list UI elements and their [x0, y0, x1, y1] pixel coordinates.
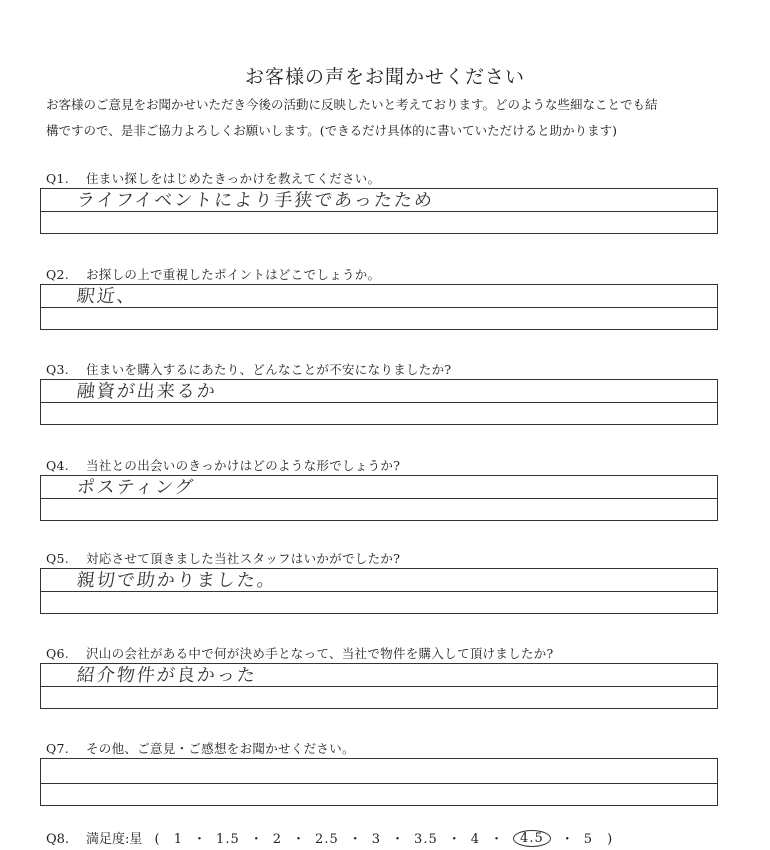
intro-line-1: お客様のご意見をお聞かせいただき今後の活動に反映したいと考えております。どのような些細なことでも結 — [46, 97, 658, 112]
rating-option-5[interactable]: 5 — [583, 832, 594, 847]
answer-box-4[interactable] — [40, 475, 718, 521]
answer-box-5[interactable] — [40, 568, 718, 614]
question-text: 住まい探しをはじめたきっかけを教えてください。 — [86, 171, 381, 186]
rating-separator: ・ — [391, 832, 405, 847]
rating-separator: ・ — [447, 832, 461, 847]
question-number: Q7. — [46, 741, 70, 756]
question-number: Q2. — [46, 267, 70, 282]
rating-separator: ・ — [193, 832, 207, 847]
answer-box-1[interactable] — [40, 188, 718, 234]
rating-option-3[interactable]: 3 — [371, 832, 382, 847]
question-1 — [46, 169, 380, 187]
answer-box-3[interactable] — [40, 379, 718, 425]
rating-separator: ・ — [249, 832, 263, 847]
answer-box-divider — [41, 307, 717, 308]
rating-option-2-5[interactable]: 2.5 — [315, 832, 339, 847]
question-text: 住まいを購入するにあたり、どんなことが不安になりましたか? — [86, 362, 452, 377]
rating-separator: ・ — [348, 832, 362, 847]
question-4 — [46, 456, 400, 474]
rating-separator: ・ — [560, 832, 574, 847]
handwritten-answer: 駅近、 — [75, 286, 138, 307]
question-number: Q5. — [46, 551, 70, 566]
handwritten-answer: 紹介物件が良かった — [75, 665, 258, 686]
question-number: Q1. — [46, 171, 70, 186]
question-5 — [46, 549, 400, 567]
close-paren: ) — [607, 832, 613, 847]
question-6 — [46, 644, 554, 662]
question-text: お探しの上で重視したポイントはどこでしょうか。 — [86, 267, 381, 282]
question-number: Q4. — [46, 458, 70, 473]
rating-options — [172, 832, 595, 847]
answer-box-divider — [41, 783, 717, 784]
open-paren: ( — [154, 832, 160, 847]
rating-option-1-5[interactable]: 1.5 — [216, 832, 240, 847]
question-7 — [46, 739, 355, 757]
answer-box-7[interactable] — [40, 758, 718, 806]
answer-box-6[interactable] — [40, 663, 718, 709]
question-text: 対応させて頂きました当社スタッフはいかがでしたか? — [86, 551, 401, 566]
question-2 — [46, 265, 380, 283]
question-text: 沢山の会社がある中で何が決め手となって、当社で物件を購入して頂けましたか? — [86, 646, 554, 661]
question-3 — [46, 360, 451, 378]
question-text: その他、ご意見・ご感想をお聞かせください。 — [86, 741, 355, 756]
rating-option-1[interactable]: 1 — [173, 832, 184, 847]
rating-separator: ・ — [292, 832, 306, 847]
rating-separator: ・ — [490, 832, 504, 847]
question-text: 当社との出会いのきっかけはどのような形でしょうか? — [86, 458, 401, 473]
rating-option-4-5[interactable]: 4.5 — [513, 830, 551, 847]
handwritten-answer: ポスティング — [75, 477, 196, 498]
question-number: Q8. — [46, 832, 70, 847]
satisfaction-rating — [46, 828, 620, 848]
page-title: お客様の声をお聞かせください — [244, 66, 525, 88]
intro-line-2: 構ですので、是非ご協力よろしくお願いします。(できるだけ具体的に書いていただけると助かります) — [46, 123, 618, 138]
rating-label: 満足度:星 — [86, 832, 143, 847]
question-number: Q6. — [46, 646, 70, 661]
rating-option-4[interactable]: 4 — [470, 832, 481, 847]
handwritten-answer: ライフイベントにより手狭であったため — [75, 190, 436, 211]
rating-option-3-5[interactable]: 3.5 — [414, 832, 438, 847]
rating-option-2[interactable]: 2 — [272, 832, 283, 847]
answer-box-2[interactable] — [40, 284, 718, 330]
handwritten-answer: 融資が出来るか — [75, 381, 218, 402]
handwritten-answer: 親切で助かりました。 — [75, 570, 278, 591]
question-number: Q3. — [46, 362, 70, 377]
